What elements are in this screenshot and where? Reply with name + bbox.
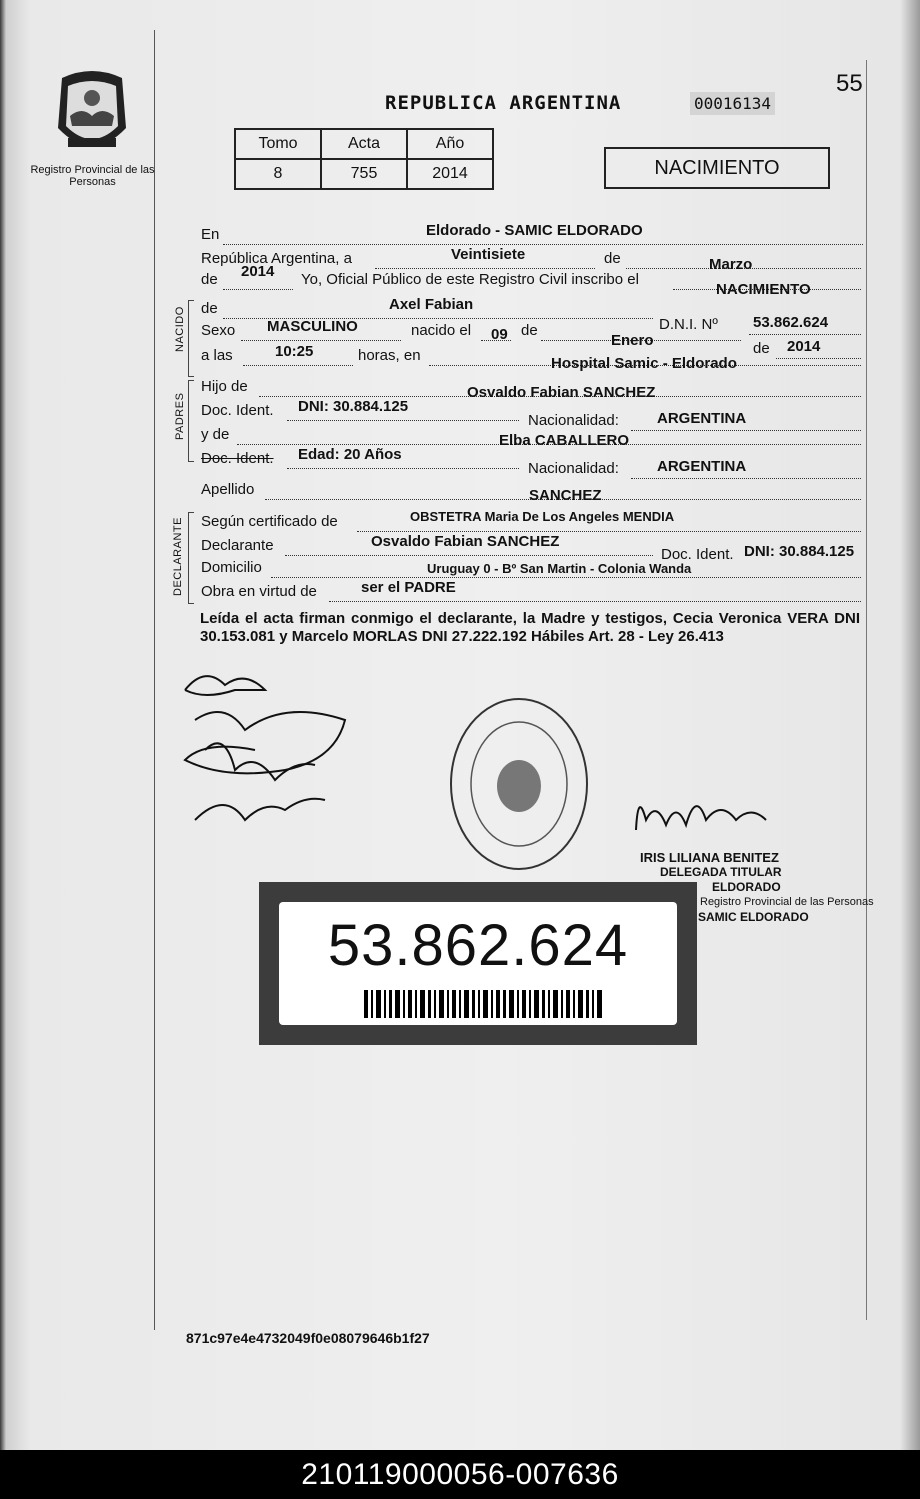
docident2-label: Doc. Ident. bbox=[201, 450, 274, 467]
row-madre-doc bbox=[201, 446, 861, 477]
nac-anio: 2014 bbox=[787, 338, 821, 355]
yde-label: y de bbox=[201, 426, 230, 443]
document-hash: 871c97e4e4732049f0e08079646b1f27 bbox=[186, 1330, 430, 1346]
row-padre-doc bbox=[201, 398, 861, 429]
misiones-crest-logo bbox=[52, 68, 132, 160]
sexo-label: Sexo bbox=[201, 322, 236, 339]
declarante-value: Osvaldo Fabian SANCHEZ bbox=[371, 533, 560, 550]
obra-label: Obra en virtud de bbox=[201, 583, 317, 600]
officer-signature bbox=[626, 780, 786, 850]
row-en bbox=[201, 222, 861, 250]
certificado-value: OBSTETRA Maria De Los Angeles MENDIA bbox=[410, 509, 675, 524]
lugar-value: Hospital Samic - Eldorado bbox=[551, 355, 737, 372]
domicilio-value: Uruguay 0 - Bº San Martin - Colonia Wanda bbox=[427, 561, 692, 576]
dni-value: 53.862.624 bbox=[753, 314, 829, 331]
document-title: REPUBLICA ARGENTINA bbox=[385, 92, 622, 114]
margin-line-left bbox=[154, 30, 155, 1330]
docident-label: Doc. Ident. bbox=[201, 402, 274, 419]
padre-doc: DNI: 30.884.125 bbox=[298, 398, 409, 415]
mes-value: Marzo bbox=[709, 256, 753, 273]
value-anio: 2014 bbox=[407, 159, 493, 189]
officer-org: Registro Provincial de las Personas bbox=[700, 896, 874, 908]
nacionalidad2-label: Nacionalidad: bbox=[528, 460, 619, 477]
apellido-value: SANCHEZ bbox=[529, 487, 602, 504]
record-table bbox=[234, 128, 494, 190]
nac-de2-label: de bbox=[753, 340, 770, 357]
declarante-label: Declarante bbox=[201, 537, 274, 554]
row-obra bbox=[201, 579, 861, 607]
barcode-number: 53.862.624 bbox=[327, 913, 629, 978]
padre-value: Osvaldo Fabian SANCHEZ bbox=[467, 384, 656, 401]
obra-value: ser el PADRE bbox=[361, 579, 456, 596]
row-apellido bbox=[201, 481, 861, 505]
apellido-label: Apellido bbox=[201, 481, 255, 498]
de-label: de bbox=[604, 250, 621, 267]
section-nacido: NACIDO bbox=[174, 306, 186, 352]
value-tomo: 8 bbox=[235, 159, 321, 189]
registry-caption: Registro Provincial de las Personas bbox=[30, 164, 155, 188]
margin-line-right bbox=[866, 60, 867, 1320]
de-anio-label: de bbox=[201, 271, 218, 288]
header-tomo: Tomo bbox=[235, 129, 321, 159]
officer-seat: SAMIC ELDORADO bbox=[698, 910, 809, 924]
en-value: Eldorado - SAMIC ELDORADO bbox=[426, 222, 643, 239]
row-domicilio bbox=[201, 559, 861, 583]
decl-doc-label: Doc. Ident. bbox=[661, 546, 734, 563]
sexo-value: MASCULINO bbox=[267, 318, 358, 335]
barcode-label bbox=[259, 882, 697, 1045]
nac-de-label: de bbox=[521, 322, 538, 339]
hijo-label: Hijo de bbox=[201, 378, 248, 395]
anio-value: 2014 bbox=[241, 263, 275, 280]
nac-mes: Enero bbox=[611, 332, 654, 349]
en-label: En bbox=[201, 226, 220, 243]
madre-value: Elba CABALLERO bbox=[499, 432, 630, 449]
nombre-value: Axel Fabian bbox=[389, 296, 474, 313]
oficial-label: Yo, Oficial Público de este Registro Civil inscribo el bbox=[301, 271, 639, 288]
republica-label: República Argentina, a bbox=[201, 250, 352, 267]
value-acta: 755 bbox=[321, 159, 407, 189]
section-declarante: DECLARANTE bbox=[172, 517, 184, 596]
madre-nac: ARGENTINA bbox=[657, 458, 747, 475]
act-type-box: NACIMIENTO bbox=[604, 147, 830, 189]
dia-value: Veintisiete bbox=[451, 246, 526, 263]
barcode-bars bbox=[364, 990, 604, 1018]
horas-label: horas, en bbox=[358, 347, 421, 364]
padre-nac: ARGENTINA bbox=[657, 410, 747, 427]
header-acta: Acta bbox=[321, 129, 407, 159]
header-anio: Año bbox=[407, 129, 493, 159]
witness-signatures bbox=[165, 660, 365, 850]
official-seal bbox=[444, 694, 594, 874]
nacido-label: nacido el bbox=[411, 322, 472, 339]
serial-number: 00016134 bbox=[690, 92, 775, 115]
nombre-label: de bbox=[201, 300, 218, 317]
nacionalidad-label: Nacionalidad: bbox=[528, 412, 619, 429]
footer-code: 210119000056-007636 bbox=[0, 1450, 920, 1499]
officer-office: ELDORADO bbox=[712, 880, 781, 894]
certificado-label: Según certificado de bbox=[201, 513, 338, 530]
inscribo-value: NACIMIENTO bbox=[716, 281, 811, 298]
officer-name: IRIS LILIANA BENITEZ bbox=[640, 850, 779, 865]
officer-role: DELEGADA TITULAR bbox=[660, 865, 782, 879]
decl-doc-value: DNI: 30.884.125 bbox=[744, 543, 855, 560]
row-declarante bbox=[201, 533, 861, 563]
section-padres: PADRES bbox=[174, 392, 186, 440]
domicilio-label: Domicilio bbox=[201, 559, 262, 576]
page-number: 55 bbox=[836, 70, 863, 97]
dni-label: D.N.I. Nº bbox=[659, 316, 718, 333]
hora-value: 10:25 bbox=[275, 343, 314, 360]
alas-label: a las bbox=[201, 347, 233, 364]
nac-dia: 09 bbox=[491, 326, 508, 343]
legal-statement: Leída el acta firman conmigo el declarante, la Madre y testigos, Cecia Veronica VERA DNI 30.153.081 y Marcelo MORLAS DNI 27.222.192 Hábiles Art. 28 - Ley 26.413 bbox=[200, 610, 860, 645]
madre-doc: Edad: 20 Años bbox=[298, 446, 402, 463]
